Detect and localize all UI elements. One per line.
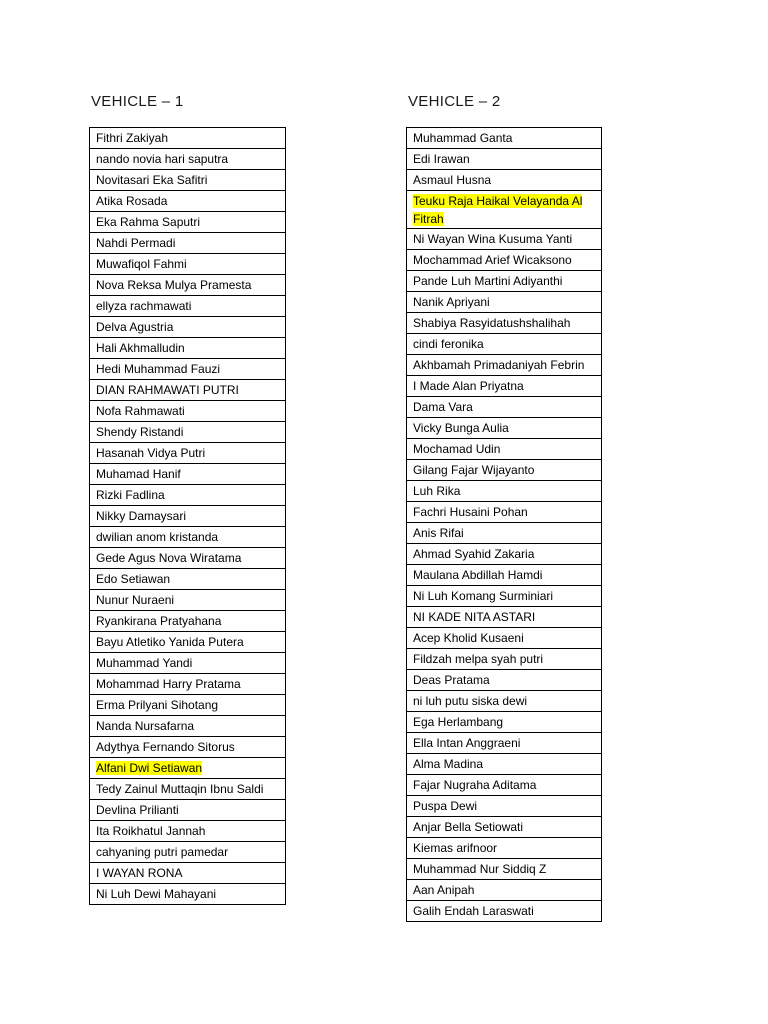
name-cell <box>90 590 286 611</box>
name-text: nando novia hari saputra <box>96 152 229 166</box>
table-row <box>407 565 602 586</box>
name-text: Ita Roikhatul Jannah <box>96 824 206 838</box>
name-cell <box>407 481 602 502</box>
name-text: Anjar Bella Setiowati <box>413 820 524 834</box>
name-text: cahyaning putri pamedar <box>96 845 229 859</box>
name-cell <box>90 716 286 737</box>
name-text: Edo Setiawan <box>96 572 171 586</box>
name-cell <box>407 313 602 334</box>
name-text: cindi feronika <box>413 337 484 351</box>
name-cell <box>90 632 286 653</box>
vehicle-2-heading: VEHICLE – 2 <box>408 93 501 110</box>
name-cell <box>407 628 602 649</box>
table-row <box>407 523 602 544</box>
name-text: Bayu Atletiko Yanida Putera <box>96 635 244 649</box>
table-row <box>407 229 602 250</box>
name-text: Rizki Fadlina <box>96 488 165 502</box>
table-row <box>90 611 286 632</box>
name-text: Mochamad Udin <box>413 442 501 456</box>
name-cell <box>90 485 286 506</box>
name-cell <box>90 422 286 443</box>
name-cell <box>407 649 602 670</box>
table-row <box>407 544 602 565</box>
name-text: Puspa Dewi <box>413 799 478 813</box>
name-cell <box>90 800 286 821</box>
table-row <box>407 292 602 313</box>
name-cell <box>407 670 602 691</box>
name-text: Mohammad Harry Pratama <box>96 677 241 691</box>
table-row <box>407 817 602 838</box>
table-row <box>90 569 286 590</box>
name-text: Fithri Zakiyah <box>96 131 169 145</box>
name-text: Fachri Husaini Pohan <box>413 505 528 519</box>
name-text: Fajar Nugraha Aditama <box>413 778 537 792</box>
name-cell <box>407 901 602 922</box>
name-text: Ni Luh Komang Surminiari <box>413 589 554 603</box>
name-cell <box>407 754 602 775</box>
name-cell <box>407 523 602 544</box>
name-cell <box>407 838 602 859</box>
table-row <box>407 191 602 229</box>
table-row <box>407 859 602 880</box>
name-cell <box>407 565 602 586</box>
table-row <box>90 275 286 296</box>
name-cell <box>90 191 286 212</box>
name-text: Muwafiqol Fahmi <box>96 257 187 271</box>
name-text: Adythya Fernando Sitorus <box>96 740 235 754</box>
name-text: Eka Rahma Saputri <box>96 215 201 229</box>
name-cell <box>407 607 602 628</box>
table-row <box>407 733 602 754</box>
name-cell <box>90 737 286 758</box>
name-cell <box>90 863 286 884</box>
name-text: Muhammad Nur Siddiq Z <box>413 862 547 876</box>
name-cell <box>90 401 286 422</box>
table-row <box>90 485 286 506</box>
table-row <box>90 632 286 653</box>
table-row <box>407 271 602 292</box>
table-row <box>407 586 602 607</box>
name-cell <box>90 611 286 632</box>
vehicle-1-table <box>89 127 286 905</box>
name-cell <box>407 128 602 149</box>
name-text: Muhamad Hanif <box>96 467 181 481</box>
name-text: Asmaul Husna <box>413 173 492 187</box>
name-cell <box>407 796 602 817</box>
name-text: Nahdi Permadi <box>96 236 176 250</box>
table-row <box>407 481 602 502</box>
table-row <box>90 506 286 527</box>
table-row <box>90 401 286 422</box>
name-cell <box>90 254 286 275</box>
name-cell <box>407 460 602 481</box>
name-text: Ryankirana Pratyahana <box>96 614 222 628</box>
name-cell <box>407 880 602 901</box>
name-cell <box>90 359 286 380</box>
table-row <box>90 716 286 737</box>
table-row <box>407 128 602 149</box>
name-cell <box>407 859 602 880</box>
name-text: Gede Agus Nova Wiratama <box>96 551 242 565</box>
table-row <box>90 590 286 611</box>
table-row <box>90 863 286 884</box>
name-text: I WAYAN RONA <box>96 866 183 880</box>
name-text: Ella Intan Anggraeni <box>413 736 521 750</box>
table-row <box>407 775 602 796</box>
table-row <box>90 464 286 485</box>
name-text: Nanik Apriyani <box>413 295 490 309</box>
table-row <box>407 170 602 191</box>
name-text: Ahmad Syahid Zakaria <box>413 547 535 561</box>
table-row <box>90 317 286 338</box>
name-cell <box>407 292 602 313</box>
name-cell <box>407 376 602 397</box>
name-cell <box>90 548 286 569</box>
table-row <box>90 254 286 275</box>
name-cell <box>407 712 602 733</box>
highlighted-name: Alfani Dwi Setiawan <box>96 761 203 775</box>
name-text: ni luh putu siska dewi <box>413 694 528 708</box>
table-row <box>90 758 286 779</box>
table-row <box>407 313 602 334</box>
table-row <box>90 695 286 716</box>
table-row <box>407 355 602 376</box>
name-text: Shabiya Rasyidatushshalihah <box>413 316 571 330</box>
name-cell <box>90 317 286 338</box>
name-text: Nofa Rahmawati <box>96 404 185 418</box>
name-cell <box>90 842 286 863</box>
name-text: Maulana Abdillah Hamdi <box>413 568 543 582</box>
table-row <box>407 670 602 691</box>
name-cell <box>407 439 602 460</box>
name-cell <box>407 544 602 565</box>
name-text: Alma Madina <box>413 757 484 771</box>
table-row <box>407 754 602 775</box>
name-text: Muhammad Yandi <box>96 656 193 670</box>
name-cell <box>90 569 286 590</box>
name-text: Ni Luh Dewi Mahayani <box>96 887 217 901</box>
name-text: Atika Rosada <box>96 194 168 208</box>
name-text: Nikky Damaysari <box>96 509 187 523</box>
table-row <box>90 821 286 842</box>
table-row <box>407 628 602 649</box>
name-cell <box>407 271 602 292</box>
name-text: Aan Anipah <box>413 883 475 897</box>
name-cell <box>90 779 286 800</box>
name-cell <box>90 212 286 233</box>
vehicle-1-heading: VEHICLE – 1 <box>91 93 184 110</box>
name-text: Nunur Nuraeni <box>96 593 175 607</box>
name-cell <box>90 443 286 464</box>
name-text: I Made Alan Priyatna <box>413 379 524 393</box>
name-cell <box>407 250 602 271</box>
table-row <box>90 422 286 443</box>
vehicle-2-table <box>406 127 602 922</box>
name-cell <box>407 334 602 355</box>
name-text: Acep Kholid Kusaeni <box>413 631 524 645</box>
name-text: Hasanah Vidya Putri <box>96 446 206 460</box>
table-row <box>407 460 602 481</box>
name-cell <box>90 695 286 716</box>
name-cell <box>407 586 602 607</box>
name-cell <box>407 691 602 712</box>
name-text: DIAN RAHMAWATI PUTRI <box>96 383 239 397</box>
table-row <box>90 338 286 359</box>
name-text: NI KADE NITA ASTARI <box>413 610 536 624</box>
name-text: Devlina Prilianti <box>96 803 179 817</box>
name-text: Muhammad Ganta <box>413 131 513 145</box>
name-text: Edi Irawan <box>413 152 470 166</box>
table-row <box>90 359 286 380</box>
name-cell <box>90 758 286 779</box>
table-row <box>407 901 602 922</box>
name-text: Nanda Nursafarna <box>96 719 195 733</box>
name-cell <box>407 229 602 250</box>
table-row <box>90 149 286 170</box>
name-cell <box>90 506 286 527</box>
table-row <box>407 502 602 523</box>
name-text: Kiemas arifnoor <box>413 841 498 855</box>
name-text: Gilang Fajar Wijayanto <box>413 463 535 477</box>
table-row <box>90 443 286 464</box>
table-row <box>90 170 286 191</box>
name-cell <box>90 821 286 842</box>
name-cell <box>90 128 286 149</box>
name-text: Dama Vara <box>413 400 473 414</box>
name-text: Galih Endah Laraswati <box>413 904 534 918</box>
table-row <box>407 418 602 439</box>
name-cell <box>407 418 602 439</box>
name-cell <box>90 296 286 317</box>
table-row <box>407 397 602 418</box>
name-cell <box>407 733 602 754</box>
name-text: Tedy Zainul Muttaqin Ibnu Saldi <box>96 782 264 796</box>
name-cell <box>407 355 602 376</box>
table-row <box>407 691 602 712</box>
name-text: Shendy Ristandi <box>96 425 184 439</box>
table-row <box>407 796 602 817</box>
name-cell <box>407 191 602 229</box>
table-row <box>90 233 286 254</box>
name-text: Vicky Bunga Aulia <box>413 421 509 435</box>
name-cell <box>407 775 602 796</box>
table-row <box>407 250 602 271</box>
name-cell <box>90 653 286 674</box>
table-row <box>90 380 286 401</box>
name-cell <box>90 233 286 254</box>
table-row <box>407 838 602 859</box>
name-cell <box>90 149 286 170</box>
table-row <box>90 296 286 317</box>
name-cell <box>90 464 286 485</box>
table-row <box>407 334 602 355</box>
table-row <box>90 842 286 863</box>
name-cell <box>90 674 286 695</box>
name-text: dwilian anom kristanda <box>96 530 219 544</box>
name-cell <box>90 380 286 401</box>
name-text: Ega Herlambang <box>413 715 504 729</box>
name-cell <box>407 170 602 191</box>
table-row <box>90 212 286 233</box>
name-text: Luh Rika <box>413 484 461 498</box>
name-cell <box>407 817 602 838</box>
table-row <box>90 674 286 695</box>
name-text: Akhbamah Primadaniyah Febrin <box>413 358 585 372</box>
name-cell <box>90 275 286 296</box>
name-text: Deas Pratama <box>413 673 490 687</box>
name-text: Nova Reksa Mulya Pramesta <box>96 278 252 292</box>
table-row <box>90 653 286 674</box>
table-row <box>90 527 286 548</box>
highlighted-name: Teuku Raja Haikal Velayanda Al Fitrah <box>413 194 583 226</box>
name-text: Mochammad Arief Wicaksono <box>413 253 572 267</box>
name-cell <box>90 884 286 905</box>
name-text: Anis Rifai <box>413 526 464 540</box>
name-text: Hali Akhmalludin <box>96 341 185 355</box>
name-text: Novitasari Eka Safitri <box>96 173 208 187</box>
table-row <box>90 548 286 569</box>
name-cell <box>90 527 286 548</box>
table-row <box>407 880 602 901</box>
table-row <box>90 737 286 758</box>
name-text: Hedi Muhammad Fauzi <box>96 362 221 376</box>
table-row <box>90 800 286 821</box>
table-row <box>407 712 602 733</box>
table-row <box>407 376 602 397</box>
name-text: Ni Wayan Wina Kusuma Yanti <box>413 232 573 246</box>
table-row <box>407 439 602 460</box>
name-cell <box>407 502 602 523</box>
table-row <box>90 191 286 212</box>
table-row <box>90 779 286 800</box>
name-text: Erma Prilyani Sihotang <box>96 698 219 712</box>
table-row <box>90 884 286 905</box>
table-row <box>407 149 602 170</box>
name-cell <box>90 170 286 191</box>
name-text: ellyza rachmawati <box>96 299 192 313</box>
name-text: Delva Agustria <box>96 320 174 334</box>
name-cell <box>407 149 602 170</box>
name-text: Fildzah melpa syah putri <box>413 652 544 666</box>
name-cell <box>407 397 602 418</box>
name-cell <box>90 338 286 359</box>
table-row <box>90 128 286 149</box>
name-text: Pande Luh Martini Adiyanthi <box>413 274 563 288</box>
table-row <box>407 607 602 628</box>
table-row <box>407 649 602 670</box>
